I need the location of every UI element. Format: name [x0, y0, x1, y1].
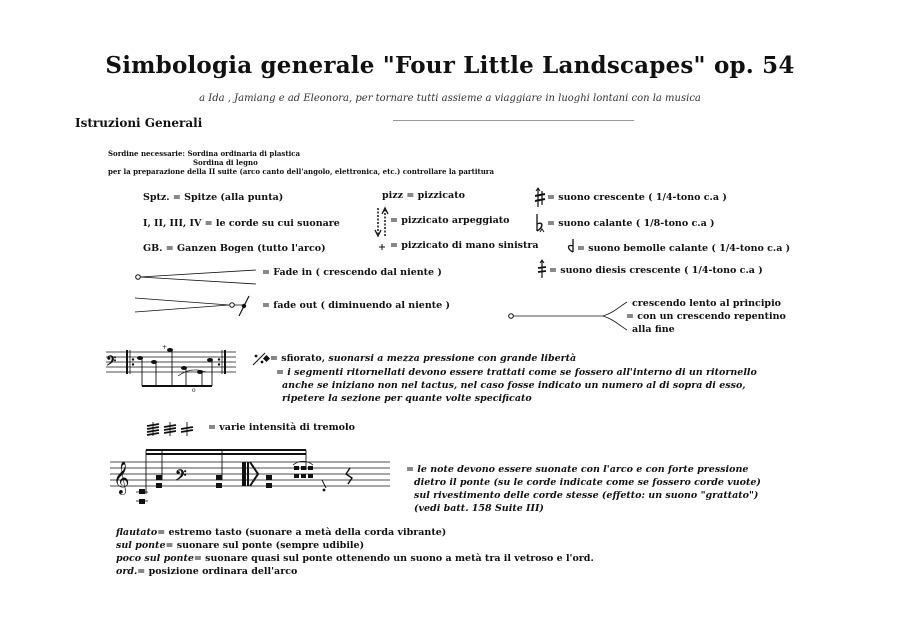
legend-pizz: pizz = pizzicato [382, 190, 465, 201]
mutes-line-3: per la preparazione della II suite (arco canto dell'angolo, elettronica, etc.) controllare la partitura [108, 167, 495, 176]
fade-in-hairpin-icon [130, 267, 258, 287]
legend-cresc-line-3: alla fine [632, 324, 675, 335]
crescendo-hairpin-icon [505, 299, 629, 335]
legend-cresc-line-2: = con un crescendo repentino [626, 311, 786, 322]
legend-fade-out: = fade out ( diminuendo al niente ) [262, 300, 450, 311]
legend-sptz: Sptz. = Spitze (alla punta) [143, 192, 284, 203]
svg-text:𝄞: 𝄞 [113, 461, 130, 494]
repeat-note-line-3: anche se iniziano non nel tactus, nel caso fosse indicato un numero al di sopra di esso, [282, 380, 746, 391]
legend-eighth-flat: = suono calante ( 1/8-tono c.a ) [547, 218, 715, 229]
repeat-note-line-1-italic: suonarsi a mezza pressione con grande libertà [325, 353, 577, 364]
legend-quarter-sharp: = suono crescente ( 1/4-tono c.a ) [547, 192, 727, 203]
repeat-staff-example [100, 342, 240, 400]
legend-quarter-flat: = suono bemolle calante ( 1/4-tono c.a ) [577, 243, 791, 254]
bridge-note-line-1: = le note devono essere suonate con l'arco e con forte pressione [406, 464, 749, 475]
technique-desc: = posizione ordinara dell'arco [137, 566, 298, 577]
divider [393, 120, 634, 121]
technique-flautato [116, 527, 446, 538]
legend-quarter-sharp-dies: = suono diesis crescente ( 1/4-tono c.a ) [549, 265, 763, 276]
technique-desc: = estremo tasto (suonare a metà della corda vibrante) [157, 527, 447, 538]
svg-text:o: o [192, 387, 196, 394]
technique-poco-sul-ponte [116, 553, 594, 564]
legend-fade-in: = Fade in ( crescendo dal niente ) [262, 267, 442, 278]
technique-term: sul ponte [116, 540, 166, 551]
mutes-line-1: Sordine necessarie: Sordina ordinaria di plastica [108, 149, 301, 158]
left-hand-pizz-icon [378, 243, 386, 251]
repeat-note-line-4: ripetere la sezione per quante volte specificato [282, 393, 532, 404]
bridge-note-line-3: sul rivestimento delle corde stesse (effetto: un suono "grattato") [414, 490, 759, 501]
mutes-line-2: Sordina di legno [193, 158, 258, 167]
quarter-sharp-dies-icon [537, 259, 547, 279]
technique-term: ord. [116, 566, 138, 577]
fade-out-hairpin-icon [133, 293, 253, 319]
legend-tremolo: = varie intensità di tremolo [208, 422, 355, 433]
page-title: Simbologia generale "Four Little Landscapes" op. 54 [105, 52, 795, 79]
technique-ord [116, 566, 297, 577]
legend-strings: I, II, III, IV = le corde su cui suonare [143, 218, 340, 229]
legend-gb: GB. = Ganzen Bogen (tutto l'arco) [143, 243, 326, 254]
arpeggio-arrow-icon [374, 206, 390, 238]
eighth-flat-icon [534, 213, 546, 233]
tremolo-marks-icon [146, 421, 198, 437]
technique-term: flautato [116, 527, 158, 538]
quarter-flat-icon [566, 238, 576, 254]
legend-cresc-line-1: crescendo lento al principio [632, 298, 782, 309]
behind-bridge-staff-example [108, 440, 398, 512]
svg-text:𝄢: 𝄢 [106, 353, 117, 372]
legend-pizz-left: = pizzicato di mano sinistra [390, 240, 539, 251]
svg-text:𝄢: 𝄢 [175, 467, 187, 488]
dedication: a Ida , Jamiang e ad Eleonora, per tornare tutti assieme a viaggiare in luoghi lontani con la musica [199, 93, 701, 104]
svg-text:+: + [162, 344, 168, 351]
repeat-note-line-1-prefix: = sfiorato, [270, 353, 326, 364]
technique-sul-ponte [116, 540, 364, 551]
quarter-sharp-icon [534, 188, 546, 208]
slash-note-icon [251, 351, 271, 367]
technique-term: poco sul ponte [116, 553, 194, 564]
technique-desc: = suonare sul ponte (sempre udibile) [165, 540, 365, 551]
bridge-note-line-4: (vedi batt. 158 Suite III) [414, 503, 544, 514]
repeat-note-line-1 [270, 353, 576, 364]
bridge-note-line-2: dietro il ponte (su le corde indicate come se fossero corde vuote) [414, 477, 761, 488]
legend-pizz-arp: = pizzicato arpeggiato [390, 215, 510, 226]
technique-desc: = suonare quasi sul ponte ottenendo un suono a metà tra il vetroso e l'ord. [193, 553, 594, 564]
section-title: Istruzioni Generali [75, 116, 203, 130]
repeat-note-line-2: = i segmenti ritornellati devono essere trattati come se fossero all'interno di un ritornello [276, 367, 757, 378]
